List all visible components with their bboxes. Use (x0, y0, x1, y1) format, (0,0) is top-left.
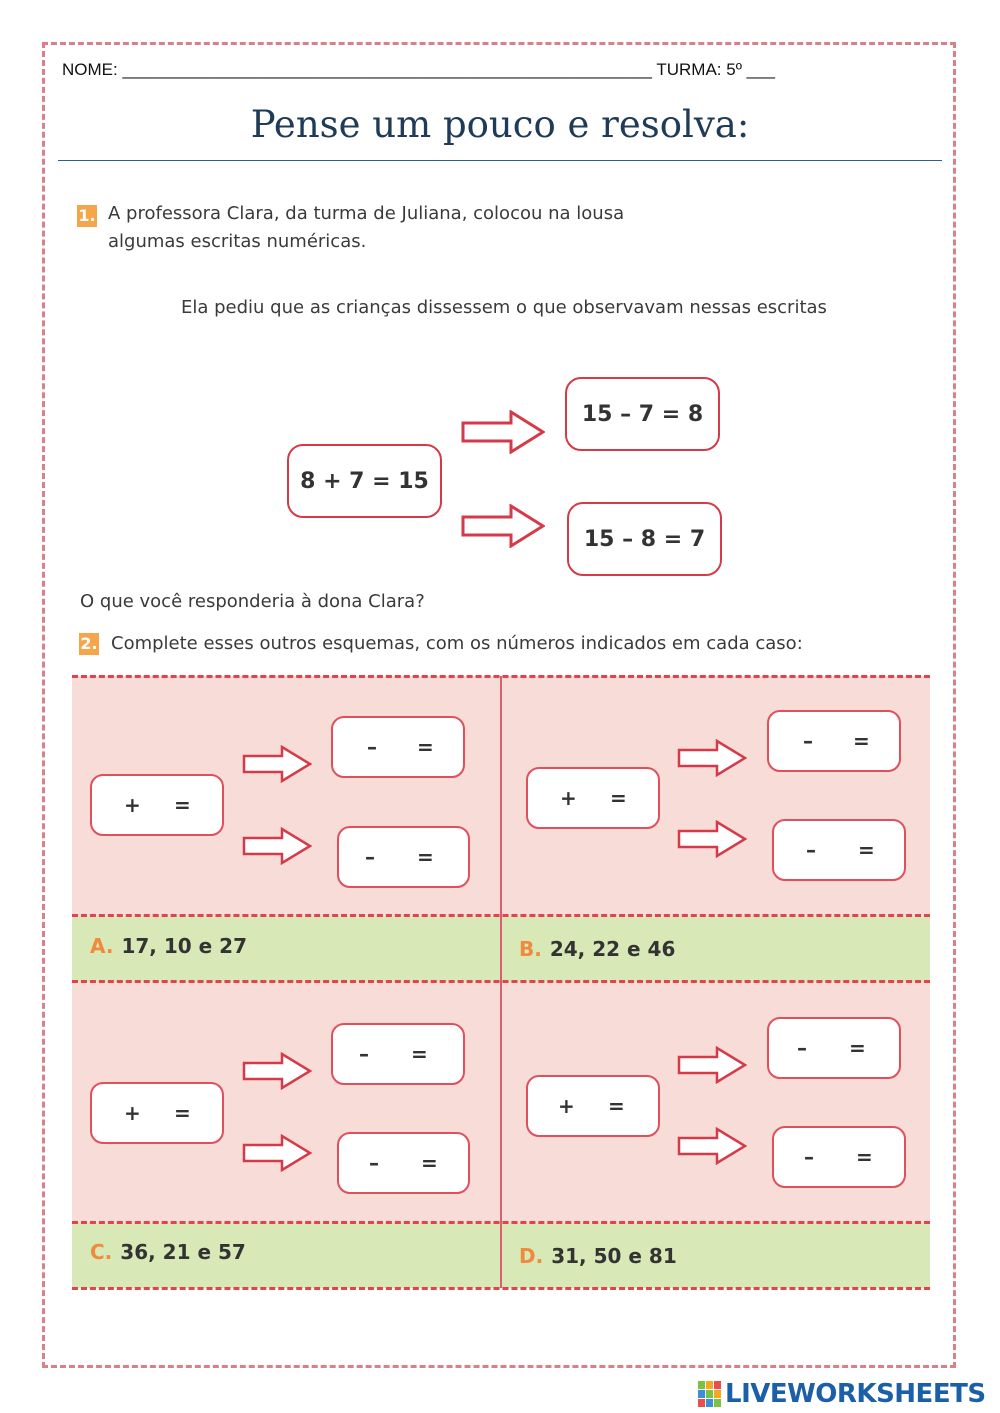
scheme-b-difference-1[interactable]: – = (767, 710, 901, 772)
scheme-d-difference-1[interactable]: – = (767, 1017, 901, 1079)
arrow-right-icon (677, 1127, 747, 1165)
arrow-right-icon (242, 1134, 312, 1172)
scheme-c-sum-box[interactable]: + = (90, 1082, 224, 1144)
scheme-d-difference-2[interactable]: – = (772, 1126, 906, 1188)
nome-label: NOME: (62, 60, 118, 79)
arrow-right-icon (461, 504, 545, 548)
case-b-label: B. 24, 22 e 46 (519, 937, 676, 961)
arrow-right-icon (677, 1046, 747, 1084)
page-title: Pense um pouco e resolva: (250, 103, 750, 146)
name-class-line (62, 60, 932, 80)
scheme-c-difference-2[interactable]: – = (337, 1132, 470, 1194)
arrow-right-icon (242, 1052, 312, 1090)
scheme-c-difference-1[interactable]: – = (331, 1023, 465, 1085)
scheme-a-difference-1[interactable]: – = (331, 716, 465, 778)
question-2-badge: 2. (80, 634, 98, 653)
arrow-right-icon (677, 820, 747, 858)
equation-top: 15 – 7 = 8 (565, 377, 720, 451)
case-c-label: C. 36, 21 e 57 (90, 1240, 246, 1264)
scheme-d-sum-box[interactable]: + = (526, 1075, 660, 1137)
q1-question: O que você responderia à dona Clara? (80, 591, 425, 612)
arrow-right-icon (677, 739, 747, 777)
case-d-label: D. 31, 50 e 81 (519, 1244, 677, 1268)
scheme-a-sum-box[interactable]: + = (90, 774, 224, 836)
scheme-a-difference-2[interactable]: – = (337, 826, 470, 888)
question-1-badge: 1. (78, 206, 96, 225)
arrow-right-icon (461, 410, 545, 454)
scheme-b-sum-box[interactable]: + = (526, 767, 660, 829)
q1-line-2: algumas escritas numéricas. (108, 231, 367, 252)
q1-line-1: A professora Clara, da turma de Juliana, colocou na lousa (108, 203, 625, 224)
title-underline (58, 160, 942, 161)
logo-grid-icon (698, 1381, 721, 1407)
logo-text: LIVEWORKSHEETS (725, 1379, 986, 1409)
arrow-right-icon (242, 745, 312, 783)
q1-line-3: Ela pediu que as crianças dissessem o que observavam nessas escritas (181, 297, 827, 318)
column-divider (500, 676, 502, 1288)
scheme-b-difference-2[interactable]: – = (772, 819, 906, 881)
equation-bottom: 15 – 8 = 7 (567, 502, 722, 576)
turma-label[interactable]: TURMA: 5º ___ (656, 60, 775, 79)
q2-instruction: Complete esses outros esquemas, com os números indicados em cada caso: (111, 633, 803, 654)
equation-main: 8 + 7 = 15 (287, 444, 442, 518)
case-a-label: A. 17, 10 e 27 (90, 934, 247, 958)
liveworksheets-logo[interactable] (698, 1378, 986, 1410)
arrow-right-icon (242, 827, 312, 865)
nome-blank[interactable]: ________________________________________________________ (122, 60, 652, 79)
